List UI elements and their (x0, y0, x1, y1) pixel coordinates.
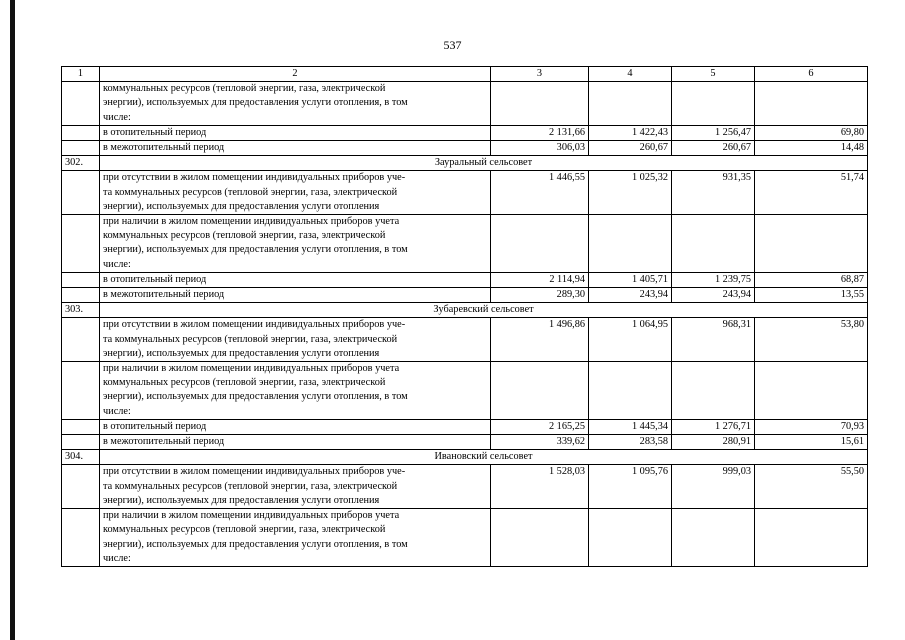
description-row (62, 215, 868, 273)
label-line: энергии), используемых для предоставления услуги отопления (103, 200, 380, 212)
value-cell (755, 362, 868, 420)
value-cell (491, 82, 589, 126)
page-edge-bar (10, 0, 15, 640)
label-line: та коммунальных ресурсов (тепловой энергии, газа, электрической (103, 186, 398, 198)
value-cell (491, 215, 589, 273)
label-line: при наличии в жилом помещении индивидуальных приборов учета (103, 363, 400, 375)
value-cell (589, 362, 672, 420)
row-label: в межотопительный период (100, 288, 491, 303)
row-label: в межотопительный период (100, 141, 491, 156)
value-cell: 1 405,71 (589, 272, 672, 287)
row-label (100, 318, 491, 362)
value-cell: 2 114,94 (491, 272, 589, 287)
value-cell (672, 509, 755, 567)
row-label: в межотопительный период (100, 435, 491, 450)
table-row (62, 141, 868, 156)
value-cell (491, 362, 589, 420)
value-cell: 53,80 (755, 318, 868, 362)
value-cell (589, 215, 672, 273)
row-label (100, 215, 491, 273)
label-line: энергии), используемых для предоставления услуги отопления (103, 494, 380, 506)
row-number (62, 435, 100, 450)
value-cell (672, 82, 755, 126)
row-label (100, 171, 491, 215)
value-cell: 70,93 (755, 419, 868, 434)
column-header: 4 (589, 67, 672, 82)
value-cell: 1 276,71 (672, 419, 755, 434)
row-number (62, 362, 100, 420)
label-line: коммунальных ресурсов (тепловой энергии, газа, электрической (103, 230, 386, 242)
value-cell: 15,61 (755, 435, 868, 450)
value-cell: 1 239,75 (672, 272, 755, 287)
row-number (62, 419, 100, 434)
row-number (62, 82, 100, 126)
column-header: 2 (100, 67, 491, 82)
value-cell: 280,91 (672, 435, 755, 450)
row-number (62, 509, 100, 567)
value-cell (755, 82, 868, 126)
value-cell (755, 509, 868, 567)
label-line: числе: (103, 111, 131, 123)
value-cell (672, 362, 755, 420)
column-number-row (62, 67, 868, 82)
value-cell: 289,30 (491, 288, 589, 303)
value-cell: 243,94 (589, 288, 672, 303)
label-line: энергии), используемых для предоставления услуги отопления, в том (103, 244, 408, 256)
column-header: 1 (62, 67, 100, 82)
label-line: при наличии в жилом помещении индивидуальных приборов учета (103, 510, 400, 522)
label-line: энергии), используемых для предоставления услуги отопления (103, 347, 380, 359)
table-row (62, 125, 868, 140)
description-row (62, 318, 868, 362)
value-cell: 1 496,86 (491, 318, 589, 362)
value-cell: 2 131,66 (491, 125, 589, 140)
label-line: при отсутствии в жилом помещении индивидуальных приборов уче- (103, 466, 406, 478)
value-cell: 1 422,43 (589, 125, 672, 140)
value-cell: 68,87 (755, 272, 868, 287)
value-cell: 306,03 (491, 141, 589, 156)
table-row (62, 272, 868, 287)
section-title: Ивановский сельсовет (100, 450, 868, 465)
value-cell (491, 509, 589, 567)
value-cell (755, 215, 868, 273)
row-number (62, 318, 100, 362)
row-number (62, 272, 100, 287)
row-number (62, 125, 100, 140)
description-row (62, 362, 868, 420)
row-number: 303. (62, 303, 100, 318)
table-row (62, 288, 868, 303)
value-cell: 1 025,32 (589, 171, 672, 215)
value-cell: 51,74 (755, 171, 868, 215)
row-label (100, 509, 491, 567)
description-row (62, 465, 868, 509)
section-header-row (62, 303, 868, 318)
table-row (62, 419, 868, 434)
value-cell: 931,35 (672, 171, 755, 215)
value-cell: 260,67 (589, 141, 672, 156)
label-line: при отсутствии в жилом помещении индивидуальных приборов уче- (103, 172, 406, 184)
value-cell: 968,31 (672, 318, 755, 362)
description-row (62, 171, 868, 215)
value-cell: 14,48 (755, 141, 868, 156)
tariff-table (61, 66, 868, 567)
description-row (62, 509, 868, 567)
row-label: в отопительный период (100, 125, 491, 140)
value-cell: 339,62 (491, 435, 589, 450)
value-cell: 2 165,25 (491, 419, 589, 434)
value-cell: 1 445,34 (589, 419, 672, 434)
label-line: при наличии в жилом помещении индивидуальных приборов учета (103, 216, 400, 228)
value-cell (672, 215, 755, 273)
row-number (62, 141, 100, 156)
label-line: та коммунальных ресурсов (тепловой энергии, газа, электрической (103, 333, 398, 345)
label-line: числе: (103, 258, 131, 270)
label-line: коммунальных ресурсов (тепловой энергии, газа, электрической (103, 377, 386, 389)
row-number: 302. (62, 156, 100, 171)
label-line: коммунальных ресурсов (тепловой энергии, газа, электрической (103, 83, 386, 95)
column-header: 6 (755, 67, 868, 82)
label-line: числе: (103, 405, 131, 417)
section-title: Зауральный сельсовет (100, 156, 868, 171)
value-cell: 1 528,03 (491, 465, 589, 509)
column-header: 5 (672, 67, 755, 82)
page-number: 537 (443, 38, 462, 52)
label-line: при отсутствии в жилом помещении индивидуальных приборов уче- (103, 319, 406, 331)
label-line: энергии), используемых для предоставления услуги отопления, в том (103, 391, 408, 403)
value-cell (589, 82, 672, 126)
section-header-row (62, 450, 868, 465)
row-label (100, 82, 491, 126)
column-header: 3 (491, 67, 589, 82)
value-cell: 283,58 (589, 435, 672, 450)
row-number: 304. (62, 450, 100, 465)
row-label (100, 362, 491, 420)
label-line: та коммунальных ресурсов (тепловой энергии, газа, электрической (103, 480, 398, 492)
description-row (62, 82, 868, 126)
row-number (62, 465, 100, 509)
label-line: коммунальных ресурсов (тепловой энергии, газа, электрической (103, 524, 386, 536)
label-line: энергии), используемых для предоставления услуги отопления, в том (103, 538, 408, 550)
value-cell: 999,03 (672, 465, 755, 509)
value-cell: 13,55 (755, 288, 868, 303)
value-cell: 260,67 (672, 141, 755, 156)
section-title: Зубаревский сельсовет (100, 303, 868, 318)
row-number (62, 171, 100, 215)
value-cell: 1 446,55 (491, 171, 589, 215)
value-cell: 69,80 (755, 125, 868, 140)
row-label: в отопительный период (100, 272, 491, 287)
value-cell (589, 509, 672, 567)
label-line: энергии), используемых для предоставления услуги отопления, в том (103, 97, 408, 109)
row-label (100, 465, 491, 509)
value-cell: 55,50 (755, 465, 868, 509)
label-line: числе: (103, 552, 131, 564)
table-body (62, 82, 868, 567)
table-row (62, 435, 868, 450)
value-cell: 1 095,76 (589, 465, 672, 509)
row-number (62, 288, 100, 303)
value-cell: 1 064,95 (589, 318, 672, 362)
value-cell: 1 256,47 (672, 125, 755, 140)
row-label: в отопительный период (100, 419, 491, 434)
value-cell: 243,94 (672, 288, 755, 303)
section-header-row (62, 156, 868, 171)
row-number (62, 215, 100, 273)
